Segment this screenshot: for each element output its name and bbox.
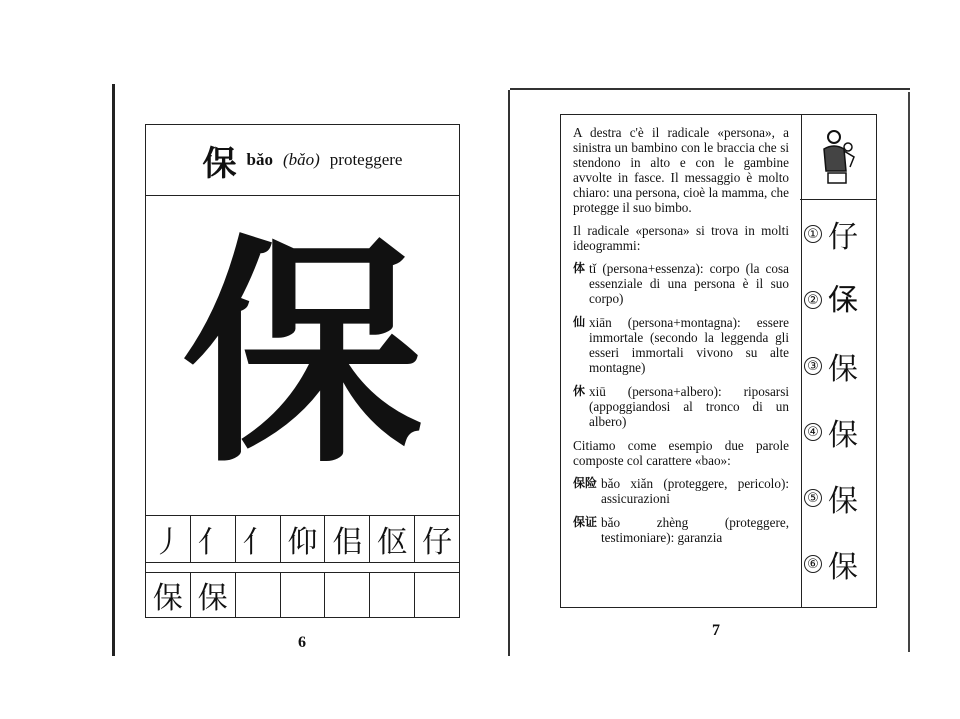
explanation-box (560, 114, 802, 608)
practice-cell (325, 573, 370, 617)
evolution-item (800, 333, 876, 399)
practice-cell (281, 573, 326, 617)
stroke-step: 伛 (370, 516, 415, 562)
example-text: xiān (persona+montagna): essere immortale (secondo la leggenda gli esseri immortali vivono su alte montagne) (589, 315, 789, 375)
evolution-glyph: 仔 (828, 220, 858, 255)
compound-text: bǎo xiǎn (proteggere, pericolo): assicurazioni (601, 476, 789, 506)
practice-cell (370, 573, 415, 617)
stroke-step: 仰 (281, 516, 326, 562)
compound-characters: 保证 (573, 515, 598, 529)
practice-cell: 保 (191, 573, 236, 617)
radical-note: Il radicale «persona» si trova in molti ideogrammi: (573, 223, 789, 253)
practice-cell (415, 573, 459, 617)
example-character: 体 (573, 261, 586, 275)
evolution-item (800, 531, 876, 597)
example-text: tǐ (persona+essenza): corpo (la cosa essenziale di una persona è il suo corpo) (589, 261, 789, 306)
header-character: 保 (202, 143, 237, 184)
evolution-glyph: 保 (828, 484, 858, 519)
example-entry (573, 315, 789, 375)
practice-cell (236, 573, 281, 617)
header-alt-pinyin: (bǎo) (282, 150, 320, 169)
compound-characters: 保险 (573, 476, 598, 490)
header-pinyin: bǎo (246, 150, 273, 169)
stroke-step: 仔 (422, 525, 453, 560)
evolution-item (800, 465, 876, 531)
big-character-glyph: 保 (182, 215, 423, 495)
evolution-list (800, 201, 876, 597)
evolution-glyph: 保 (828, 418, 858, 453)
right-page-number: 7 (712, 622, 720, 639)
explanation-text (573, 125, 789, 554)
evolution-item (800, 267, 876, 333)
big-character (146, 197, 459, 513)
evolution-number: ② (804, 291, 822, 309)
mother-child-illustration-icon (816, 127, 860, 187)
example-text: xiū (persona+albero): riposarsi (appoggiandosi al tronco di un albero) (589, 384, 789, 429)
stroke-step: 亻 (191, 516, 236, 562)
evolution-glyph: 保 (828, 550, 858, 585)
right-page-spine (508, 90, 510, 656)
evolution-number: ① (804, 225, 822, 243)
header-meaning: proteggere (329, 150, 403, 169)
left-page-number: 6 (298, 634, 306, 651)
example-character: 仙 (573, 315, 586, 329)
example-character: 休 (573, 384, 586, 398)
evolution-column (800, 114, 877, 608)
stroke-step: 亻 (236, 516, 281, 562)
compound-entry (573, 476, 789, 506)
practice-cell: 保 (146, 573, 191, 617)
stroke-order-row (146, 515, 459, 563)
example-entry (573, 261, 789, 306)
evolution-item (800, 399, 876, 465)
illustration-panel (800, 115, 876, 200)
evolution-number: ③ (804, 357, 822, 375)
compounds-intro: Citiamo come esempio due parole composte col carattere «bao»: (573, 438, 789, 468)
compound-text: bǎo zhèng (proteggere, testimoniare): garanzia (601, 515, 789, 545)
practice-row (146, 572, 459, 617)
right-page-outer-edge (908, 92, 910, 652)
evolution-glyph: 𠈃 (828, 283, 858, 318)
evolution-number: ⑥ (804, 555, 822, 573)
intro-paragraph: A destra c'è il radicale «persona», a sinistra un bambino con le braccia che si stendono in alto e con le gambine avvolte in fasce. Il messaggio è molto chiaro: una persona, cioè la mamma, che protegge il suo bimbo. (573, 125, 789, 215)
evolution-glyph: 保 (828, 352, 858, 387)
stroke-step: 丿 (146, 516, 191, 562)
stroke-step: 佀 (325, 516, 370, 562)
character-card (145, 124, 460, 618)
card-header (146, 125, 459, 196)
compound-entry (573, 515, 789, 545)
right-page-top-edge (510, 88, 910, 90)
evolution-number: ④ (804, 423, 822, 441)
evolution-number: ⑤ (804, 489, 822, 507)
example-entry (573, 384, 789, 429)
evolution-item (800, 201, 876, 267)
left-page-spine (112, 84, 115, 656)
